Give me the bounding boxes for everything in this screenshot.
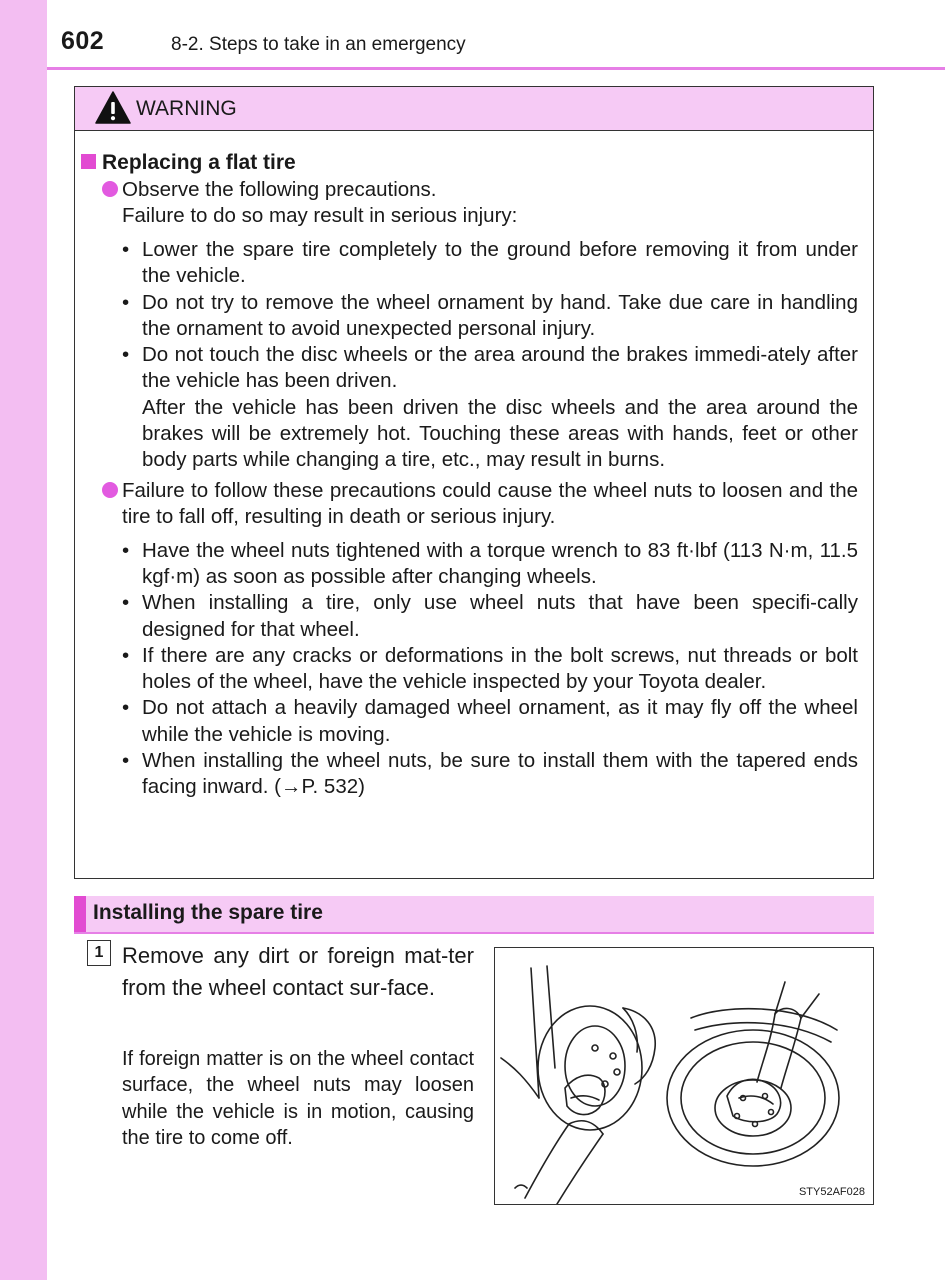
list-item: • When installing the wheel nuts, be sure to install them with the tapered ends facing inward. (→P. 532) bbox=[142, 748, 858, 801]
warning-triangle-icon bbox=[95, 91, 131, 125]
list-item: • If there are any cracks or deformations in the bolt screws, nut threads or bolt holes of the wheel, have the vehicle inspected by your Toyota dealer. bbox=[142, 643, 858, 696]
list-item: • Do not attach a heavily damaged wheel ornament, as it may fly off the wheel while the vehicle is moving. bbox=[142, 695, 858, 748]
round-bullet-icon bbox=[102, 482, 118, 498]
side-color-strip bbox=[0, 0, 47, 1280]
install-section-header bbox=[74, 896, 874, 934]
precaution-list-2 bbox=[81, 538, 858, 801]
precaution-intro-1 bbox=[81, 177, 858, 229]
precaution-group-1 bbox=[81, 177, 858, 474]
precaution-group-2 bbox=[81, 478, 858, 801]
warning-box bbox=[74, 86, 874, 879]
list-item-text: • Do not touch the disc wheels or the area around the brakes immedi-ately after the vehicle has been driven. bbox=[142, 343, 858, 393]
round-bullet-icon bbox=[102, 181, 118, 197]
precaution-intro-1-line1: Observe the following precautions. bbox=[122, 178, 437, 201]
figure-code: STY52AF028 bbox=[798, 1186, 865, 1198]
list-item-note: After the vehicle has been driven the disc wheels and the area around the brakes will be extremely hot. Touching these areas with hands, feet or other body parts while changing a tire, etc., may result in burns. bbox=[142, 395, 858, 472]
warning-subheading bbox=[81, 149, 858, 177]
list-item: • Lower the spare tire completely to the ground before removing it from under the vehicle. bbox=[142, 237, 858, 290]
precaution-intro-1-line2: Failure to do so may result in serious injury: bbox=[122, 204, 518, 227]
list-item: • Do not try to remove the wheel ornament by hand. Take due care in handling the ornament to avoid unexpected personal injury. bbox=[142, 290, 858, 343]
list-item: • When installing a tire, only use wheel nuts that have been specifi-cally designed for that wheel. bbox=[142, 590, 858, 643]
wheel-cleaning-illustration bbox=[494, 947, 874, 1205]
precaution-intro-2-text: Failure to follow these precautions could cause the wheel nuts to loosen and the tire to fall off, resulting in death or serious injury. bbox=[122, 478, 858, 528]
precaution-list-1 bbox=[81, 237, 858, 474]
warning-label: WARNING bbox=[136, 97, 237, 120]
page-number: 602 bbox=[61, 27, 105, 55]
section-accent-bar bbox=[74, 896, 86, 932]
list-item: • Have the wheel nuts tightened with a torque wrench to 83 ft·lbf (113 N·m, 11.5 kgf·m) as soon as possible after changing wheels. bbox=[142, 538, 858, 591]
step-note: If foreign matter is on the wheel contact surface, the wheel nuts may loosen while the vehicle is in motion, causing the tire to come off. bbox=[122, 1048, 474, 1149]
warning-header bbox=[75, 87, 873, 131]
square-bullet-icon bbox=[81, 154, 96, 169]
warning-body bbox=[75, 132, 872, 801]
step-number-badge: 1 bbox=[87, 940, 111, 966]
wheel-cleaning-drawing bbox=[495, 948, 874, 1205]
precaution-intro-2 bbox=[81, 478, 858, 530]
section-title: 8-2. Steps to take in an emergency bbox=[171, 34, 466, 55]
warning-subheading-text: Replacing a flat tire bbox=[102, 151, 296, 174]
install-section-title: Installing the spare tire bbox=[93, 901, 323, 924]
list-item bbox=[142, 342, 858, 473]
step-instruction: Remove any dirt or foreign mat-ter from the wheel contact sur-face. bbox=[122, 943, 474, 1000]
page-header bbox=[47, 0, 945, 70]
